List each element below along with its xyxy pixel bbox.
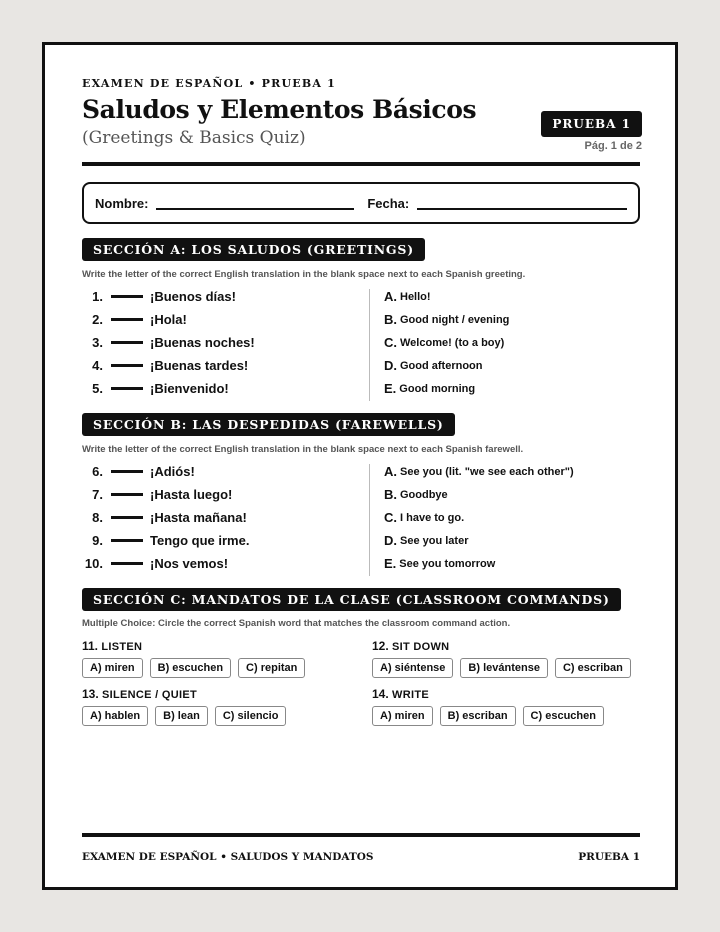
answer-text: See you (lit. "we see each other") (400, 465, 574, 478)
name-label: Nombre: (95, 195, 149, 211)
footer-right: PRUEBA 1 (578, 851, 640, 863)
answer-text: Good morning (399, 382, 476, 395)
answer-option (384, 331, 509, 354)
answer-text: Good night / evening (400, 313, 510, 326)
answer-option (384, 460, 574, 483)
mc-option[interactable]: B) escriban (440, 706, 516, 726)
page-header (82, 77, 642, 152)
section-b-divider (369, 464, 370, 576)
answer-blank[interactable] (111, 364, 143, 367)
quiz-page (42, 42, 678, 890)
answer-blank[interactable] (111, 341, 143, 344)
answer-letter: D. (384, 533, 397, 548)
header-divider (82, 162, 640, 166)
answer-letter: A. (384, 289, 397, 304)
multiple-choice-item (372, 687, 604, 726)
question-number: 9. (92, 533, 103, 548)
answer-option (384, 483, 574, 506)
answer-option (384, 529, 574, 552)
answer-option (384, 377, 509, 400)
mc-option[interactable]: C) escriban (555, 658, 631, 678)
question-number: 2. (92, 312, 103, 327)
answer-option (384, 354, 509, 377)
section-b-instructions: Write the letter of the correct English translation in the blank space next to each Spanish farewell. (82, 444, 524, 455)
page-footer (82, 851, 640, 863)
question-number: 7. (92, 487, 103, 502)
answer-option (384, 285, 509, 308)
question-number: 5. (92, 381, 103, 396)
question-text: ¡Buenas tardes! (150, 358, 249, 373)
answer-blank[interactable] (111, 493, 143, 496)
section-a-answers (384, 285, 509, 400)
answer-blank[interactable] (111, 295, 143, 298)
mc-options (372, 658, 631, 678)
answer-text: See you later (400, 534, 469, 547)
question-text: ¡Hola! (150, 312, 187, 327)
name-field[interactable] (156, 196, 354, 210)
question-number: 3. (92, 335, 103, 350)
mc-question (372, 639, 631, 653)
answer-option (384, 552, 574, 575)
mc-question (82, 639, 305, 653)
answer-option (384, 308, 509, 331)
mc-number: 14. (372, 687, 389, 701)
question-text: ¡Nos vemos! (150, 556, 229, 571)
question-row (82, 354, 255, 377)
mc-number: 12. (372, 639, 389, 653)
page-subtitle: (Greetings & Basics Quiz) (82, 128, 306, 148)
answer-letter: E. (384, 556, 397, 571)
question-row (82, 377, 255, 400)
mc-question (82, 687, 286, 701)
answer-blank[interactable] (111, 516, 143, 519)
prueba-badge: PRUEBA 1 (541, 111, 642, 137)
question-row (82, 506, 249, 529)
answer-letter: B. (384, 312, 397, 327)
page-number: Pág. 1 de 2 (584, 140, 642, 152)
multiple-choice-item (372, 639, 631, 678)
mc-options (372, 706, 604, 726)
mc-label: SIT DOWN (392, 641, 450, 653)
multiple-choice-item (82, 639, 305, 678)
footer-divider (82, 833, 640, 837)
mc-option[interactable]: C) repitan (238, 658, 305, 678)
mc-question (372, 687, 604, 701)
question-row (82, 552, 249, 575)
multiple-choice-item (82, 687, 286, 726)
date-label: Fecha: (367, 195, 410, 211)
answer-blank[interactable] (111, 539, 143, 542)
answer-blank[interactable] (111, 318, 143, 321)
header-kicker: EXAMEN DE ESPAÑOL • PRUEBA 1 (82, 77, 336, 90)
mc-option[interactable]: A) miren (372, 706, 433, 726)
question-row (82, 308, 255, 331)
question-row (82, 460, 249, 483)
mc-option[interactable]: C) escuchen (523, 706, 604, 726)
section-c-instructions: Multiple Choice: Circle the correct Spanish word that matches the classroom command action. (82, 618, 511, 629)
mc-label: LISTEN (101, 641, 143, 653)
answer-letter: A. (384, 464, 397, 479)
answer-blank[interactable] (111, 470, 143, 473)
mc-options (82, 658, 305, 678)
section-c-title: SECCIÓN C: MANDATOS DE LA CLASE (CLASSROOM COMMANDS) (82, 588, 621, 611)
question-text: ¡Hasta mañana! (150, 510, 247, 525)
mc-option[interactable]: B) lean (155, 706, 208, 726)
answer-letter: C. (384, 510, 397, 525)
mc-number: 11. (82, 639, 99, 653)
question-number: 6. (92, 464, 103, 479)
question-text: ¡Buenos días! (150, 289, 236, 304)
section-a-title: SECCIÓN A: LOS SALUDOS (GREETINGS) (82, 238, 425, 261)
mc-option[interactable]: C) silencio (215, 706, 287, 726)
footer-left: EXAMEN DE ESPAÑOL • SALUDOS Y MANDATOS (82, 851, 374, 863)
section-a-questions (82, 285, 255, 400)
mc-option[interactable]: B) levántense (460, 658, 548, 678)
mc-option[interactable]: B) escuchen (150, 658, 231, 678)
answer-text: Welcome! (to a boy) (400, 336, 505, 349)
question-text: ¡Buenas noches! (150, 335, 255, 350)
question-text: ¡Hasta luego! (150, 487, 233, 502)
mc-option[interactable]: A) siéntense (372, 658, 453, 678)
question-text: ¡Adiós! (150, 464, 195, 479)
answer-text: Good afternoon (400, 359, 483, 372)
answer-text: Goodbye (400, 488, 448, 501)
mc-label: SILENCE / QUIET (102, 689, 197, 701)
date-field[interactable] (417, 196, 627, 210)
section-b-title: SECCIÓN B: LAS DESPEDIDAS (FAREWELLS) (82, 413, 455, 436)
answer-text: See you tomorrow (399, 557, 496, 570)
question-text: Tengo que irme. (150, 533, 250, 548)
mc-number: 13. (82, 687, 99, 701)
question-row (82, 483, 249, 506)
question-row (82, 529, 249, 552)
section-a-instructions: Write the letter of the correct English translation in the blank space next to each Spanish greeting. (82, 269, 526, 280)
answer-letter: E. (384, 381, 397, 396)
question-text: ¡Bienvenido! (150, 381, 229, 396)
question-number: 10. (84, 556, 103, 571)
question-number: 1. (92, 289, 103, 304)
student-info-box (82, 182, 640, 224)
mc-label: WRITE (392, 689, 429, 701)
answer-letter: B. (384, 487, 397, 502)
answer-text: I have to go. (400, 511, 465, 524)
answer-letter: D. (384, 358, 397, 373)
page-title: Saludos y Elementos Básicos (82, 95, 477, 124)
answer-letter: C. (384, 335, 397, 350)
question-number: 8. (92, 510, 103, 525)
mc-option[interactable]: A) miren (82, 658, 143, 678)
answer-text: Hello! (400, 290, 431, 303)
mc-option[interactable]: A) hablen (82, 706, 148, 726)
question-number: 4. (92, 358, 103, 373)
question-row (82, 285, 255, 308)
section-b-answers (384, 460, 574, 575)
answer-blank[interactable] (111, 562, 143, 565)
answer-option (384, 506, 574, 529)
answer-blank[interactable] (111, 387, 143, 390)
section-b-questions (82, 460, 249, 575)
section-a-divider (369, 289, 370, 401)
mc-options (82, 706, 286, 726)
question-row (82, 331, 255, 354)
